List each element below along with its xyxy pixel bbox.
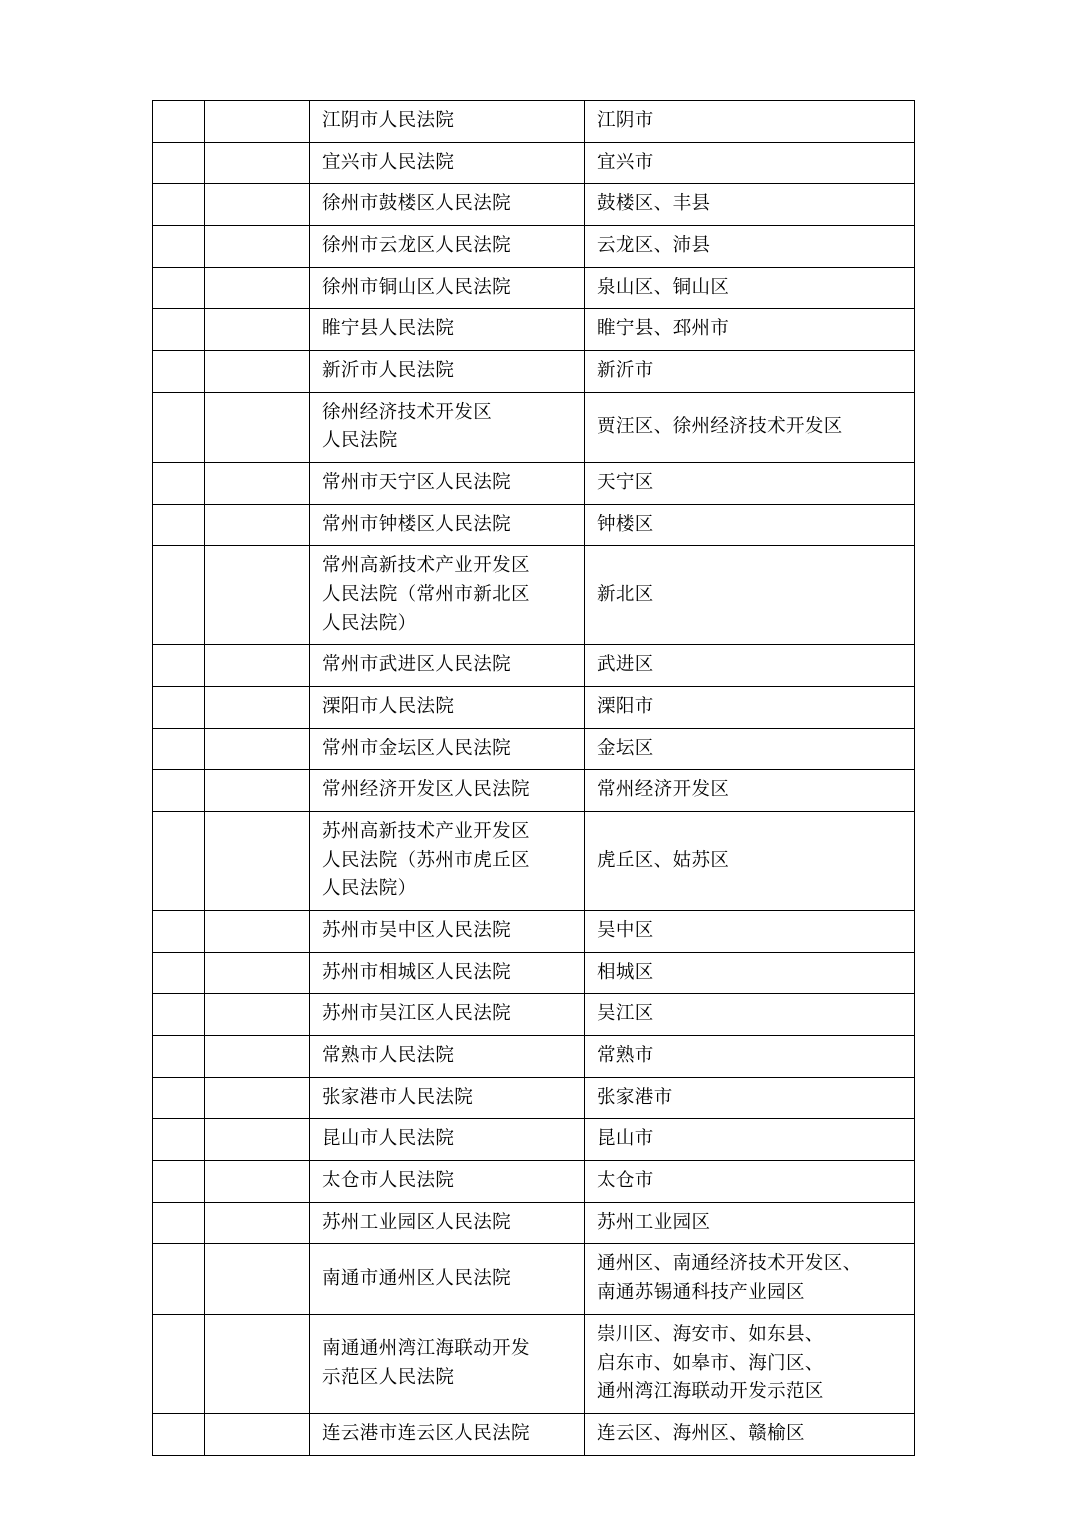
table-row [153, 687, 915, 729]
table-row [153, 952, 915, 994]
table-cell-blank-second [205, 687, 310, 729]
table-cell-court-name: 常州市武进区人民法院 [310, 645, 585, 687]
table-cell-blank-second [205, 1244, 310, 1314]
table-cell-court-name: 连云港市连云区人民法院 [310, 1413, 585, 1455]
table-row [153, 142, 915, 184]
table-cell-blank-left [153, 309, 205, 351]
table-cell-blank-left [153, 1202, 205, 1244]
table-cell-court-name: 苏州高新技术产业开发区 人民法院（苏州市虎丘区 人民法院） [310, 812, 585, 911]
table-cell-blank-left [153, 101, 205, 143]
table-cell-blank-second [205, 952, 310, 994]
table-cell-court-name: 睢宁县人民法院 [310, 309, 585, 351]
table-row [153, 267, 915, 309]
table-cell-blank-left [153, 812, 205, 911]
table-cell-blank-second [205, 812, 310, 911]
table-cell-jurisdiction-area: 宜兴市 [585, 142, 915, 184]
table-cell-blank-second [205, 142, 310, 184]
table-row [153, 1036, 915, 1078]
table-cell-blank-second [205, 1413, 310, 1455]
table-cell-blank-second [205, 1202, 310, 1244]
table-cell-blank-second [205, 101, 310, 143]
table-cell-jurisdiction-area: 通州区、南通经济技术开发区、 南通苏锡通科技产业园区 [585, 1244, 915, 1314]
table-cell-jurisdiction-area: 云龙区、沛县 [585, 226, 915, 268]
table-cell-blank-left [153, 504, 205, 546]
table-row [153, 994, 915, 1036]
table-cell-blank-second [205, 351, 310, 393]
table-row [153, 351, 915, 393]
table-cell-blank-second [205, 463, 310, 505]
table-cell-blank-second [205, 728, 310, 770]
table-cell-blank-second [205, 770, 310, 812]
table-cell-blank-second [205, 645, 310, 687]
table-cell-blank-second [205, 1036, 310, 1078]
table-cell-blank-left [153, 226, 205, 268]
table-cell-blank-second [205, 1314, 310, 1413]
table-cell-blank-left [153, 142, 205, 184]
table-cell-blank-second [205, 309, 310, 351]
table-row [153, 1119, 915, 1161]
table-cell-jurisdiction-area: 张家港市 [585, 1077, 915, 1119]
table-cell-blank-left [153, 1244, 205, 1314]
table-cell-jurisdiction-area: 天宁区 [585, 463, 915, 505]
table-cell-court-name: 新沂市人民法院 [310, 351, 585, 393]
table-cell-jurisdiction-area: 金坛区 [585, 728, 915, 770]
table-cell-blank-second [205, 546, 310, 645]
table-row [153, 309, 915, 351]
table-cell-blank-second [205, 1119, 310, 1161]
table-cell-jurisdiction-area: 连云区、海州区、赣榆区 [585, 1413, 915, 1455]
table-cell-blank-left [153, 1036, 205, 1078]
table-cell-jurisdiction-area: 常熟市 [585, 1036, 915, 1078]
table-cell-blank-left [153, 1119, 205, 1161]
table-cell-jurisdiction-area: 鼓楼区、丰县 [585, 184, 915, 226]
table-cell-jurisdiction-area: 虎丘区、姑苏区 [585, 812, 915, 911]
table-cell-jurisdiction-area: 吴江区 [585, 994, 915, 1036]
table-cell-court-name: 徐州市鼓楼区人民法院 [310, 184, 585, 226]
table-cell-jurisdiction-area: 钟楼区 [585, 504, 915, 546]
table-cell-blank-second [205, 504, 310, 546]
table-cell-court-name: 常州市金坛区人民法院 [310, 728, 585, 770]
table-cell-blank-left [153, 351, 205, 393]
table-row [153, 812, 915, 911]
table-cell-jurisdiction-area: 睢宁县、邳州市 [585, 309, 915, 351]
table-cell-jurisdiction-area: 贾汪区、徐州经济技术开发区 [585, 392, 915, 462]
table-cell-blank-left [153, 1413, 205, 1455]
table-cell-jurisdiction-area: 新沂市 [585, 351, 915, 393]
table-cell-jurisdiction-area: 昆山市 [585, 1119, 915, 1161]
table-cell-blank-left [153, 267, 205, 309]
table-cell-blank-left [153, 952, 205, 994]
table-row [153, 728, 915, 770]
table-cell-court-name: 南通市通州区人民法院 [310, 1244, 585, 1314]
table-body [153, 101, 915, 1456]
court-jurisdiction-table-wrapper [152, 100, 914, 1456]
court-jurisdiction-table [152, 100, 915, 1456]
table-cell-court-name: 苏州市吴中区人民法院 [310, 911, 585, 953]
table-cell-court-name: 苏州市相城区人民法院 [310, 952, 585, 994]
table-cell-court-name: 南通通州湾江海联动开发 示范区人民法院 [310, 1314, 585, 1413]
table-cell-court-name: 太仓市人民法院 [310, 1161, 585, 1203]
table-row [153, 392, 915, 462]
table-cell-court-name: 溧阳市人民法院 [310, 687, 585, 729]
table-cell-blank-second [205, 226, 310, 268]
table-cell-blank-left [153, 184, 205, 226]
table-row [153, 1161, 915, 1203]
table-cell-blank-left [153, 728, 205, 770]
table-row [153, 1202, 915, 1244]
table-cell-jurisdiction-area: 武进区 [585, 645, 915, 687]
table-cell-blank-second [205, 911, 310, 953]
table-cell-court-name: 苏州工业园区人民法院 [310, 1202, 585, 1244]
table-cell-jurisdiction-area: 泉山区、铜山区 [585, 267, 915, 309]
table-cell-court-name: 徐州市铜山区人民法院 [310, 267, 585, 309]
table-row [153, 184, 915, 226]
table-cell-jurisdiction-area: 常州经济开发区 [585, 770, 915, 812]
table-cell-jurisdiction-area: 太仓市 [585, 1161, 915, 1203]
table-cell-blank-second [205, 1077, 310, 1119]
table-cell-jurisdiction-area: 相城区 [585, 952, 915, 994]
table-cell-blank-left [153, 911, 205, 953]
table-row [153, 546, 915, 645]
table-cell-court-name: 常熟市人民法院 [310, 1036, 585, 1078]
table-cell-blank-left [153, 1077, 205, 1119]
table-row [153, 770, 915, 812]
table-cell-blank-left [153, 546, 205, 645]
table-row [153, 463, 915, 505]
table-cell-court-name: 徐州市云龙区人民法院 [310, 226, 585, 268]
table-cell-court-name: 常州经济开发区人民法院 [310, 770, 585, 812]
table-cell-blank-second [205, 1161, 310, 1203]
table-cell-jurisdiction-area: 苏州工业园区 [585, 1202, 915, 1244]
table-cell-blank-left [153, 687, 205, 729]
table-cell-jurisdiction-area: 吴中区 [585, 911, 915, 953]
table-cell-blank-left [153, 645, 205, 687]
table-cell-court-name: 徐州经济技术开发区 人民法院 [310, 392, 585, 462]
table-cell-court-name: 昆山市人民法院 [310, 1119, 585, 1161]
table-row [153, 1413, 915, 1455]
table-row [153, 1314, 915, 1413]
table-row [153, 1077, 915, 1119]
table-cell-court-name: 江阴市人民法院 [310, 101, 585, 143]
table-row [153, 226, 915, 268]
table-cell-blank-second [205, 994, 310, 1036]
table-cell-blank-left [153, 1314, 205, 1413]
table-row [153, 645, 915, 687]
table-row [153, 911, 915, 953]
table-cell-blank-left [153, 770, 205, 812]
table-cell-court-name: 宜兴市人民法院 [310, 142, 585, 184]
table-cell-court-name: 苏州市吴江区人民法院 [310, 994, 585, 1036]
table-cell-blank-left [153, 463, 205, 505]
table-row [153, 1244, 915, 1314]
table-cell-blank-left [153, 1161, 205, 1203]
table-row [153, 101, 915, 143]
table-cell-court-name: 常州市钟楼区人民法院 [310, 504, 585, 546]
table-cell-jurisdiction-area: 崇川区、海安市、如东县、 启东市、如皋市、海门区、 通州湾江海联动开发示范区 [585, 1314, 915, 1413]
table-row [153, 504, 915, 546]
table-cell-court-name: 常州高新技术产业开发区 人民法院（常州市新北区 人民法院） [310, 546, 585, 645]
table-cell-blank-left [153, 994, 205, 1036]
table-cell-jurisdiction-area: 江阴市 [585, 101, 915, 143]
table-cell-jurisdiction-area: 新北区 [585, 546, 915, 645]
table-cell-blank-second [205, 392, 310, 462]
table-cell-blank-second [205, 267, 310, 309]
table-cell-jurisdiction-area: 溧阳市 [585, 687, 915, 729]
table-cell-blank-second [205, 184, 310, 226]
table-cell-court-name: 常州市天宁区人民法院 [310, 463, 585, 505]
table-cell-blank-left [153, 392, 205, 462]
table-cell-court-name: 张家港市人民法院 [310, 1077, 585, 1119]
